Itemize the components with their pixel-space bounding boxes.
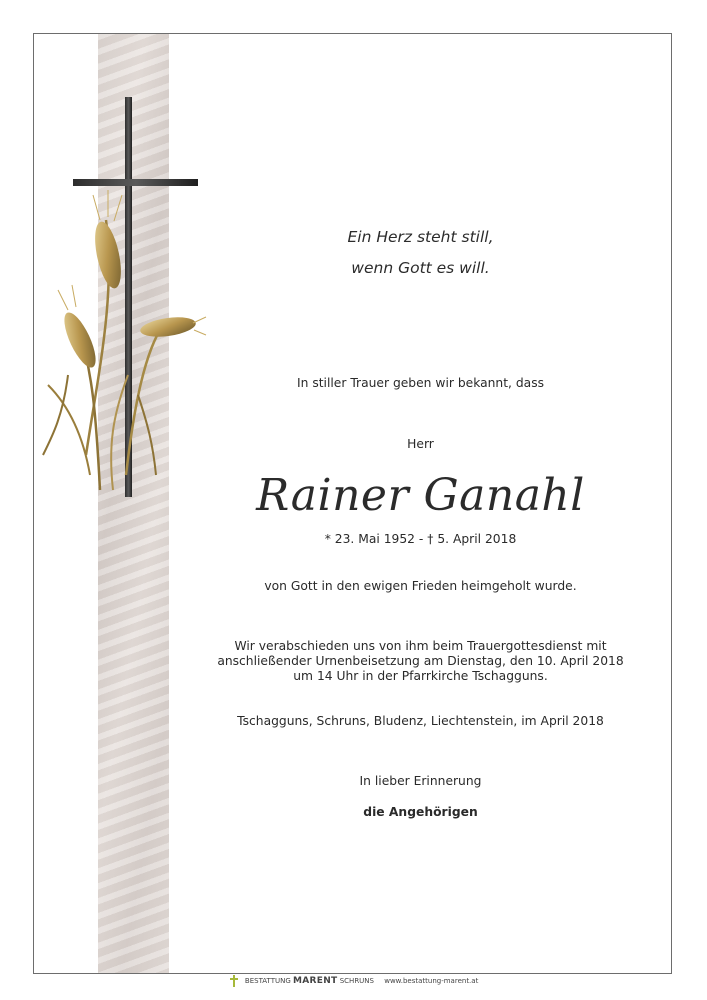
deceased-name: Rainer Ganahl <box>256 470 585 521</box>
remembrance: In lieber Erinnerung <box>359 774 482 788</box>
website-link[interactable]: www.bestattung-marent.at <box>384 977 479 985</box>
funeral-line-3: um 14 Uhr in der Pfarrkirche Tschagguns. <box>293 669 548 683</box>
funeral-line-1: Wir verabschieden uns von ihm beim Trauergottesdienst mit <box>234 639 607 653</box>
heimgeholt-text: von Gott in den ewigen Frieden heimgeholt wurde. <box>264 579 577 593</box>
signature: die Angehörigen <box>363 805 478 819</box>
company-location: SCHRUNS <box>339 977 374 985</box>
cross-logo-icon <box>229 975 239 987</box>
company-prefix: BESTATTUNG <box>244 977 291 985</box>
motto-line-1: Ein Herz steht still, <box>347 228 494 246</box>
life-dates: * 23. Mai 1952 - † 5. April 2018 <box>324 532 517 546</box>
honorific: Herr <box>407 437 434 451</box>
company-name: MARENT <box>293 976 338 986</box>
motto-line-2: wenn Gott es will. <box>351 259 490 277</box>
announcement: In stiller Trauer geben wir bekannt, dass <box>296 376 545 390</box>
places-date: Tschagguns, Schruns, Bludenz, Liechtenstein, im April 2018 <box>237 714 604 728</box>
funeral-line-2: anschließender Urnenbeisetzung am Dienstag, den 10. April 2018 <box>217 654 624 668</box>
cross-with-wheat-icon <box>38 95 208 515</box>
footer <box>0 975 707 987</box>
